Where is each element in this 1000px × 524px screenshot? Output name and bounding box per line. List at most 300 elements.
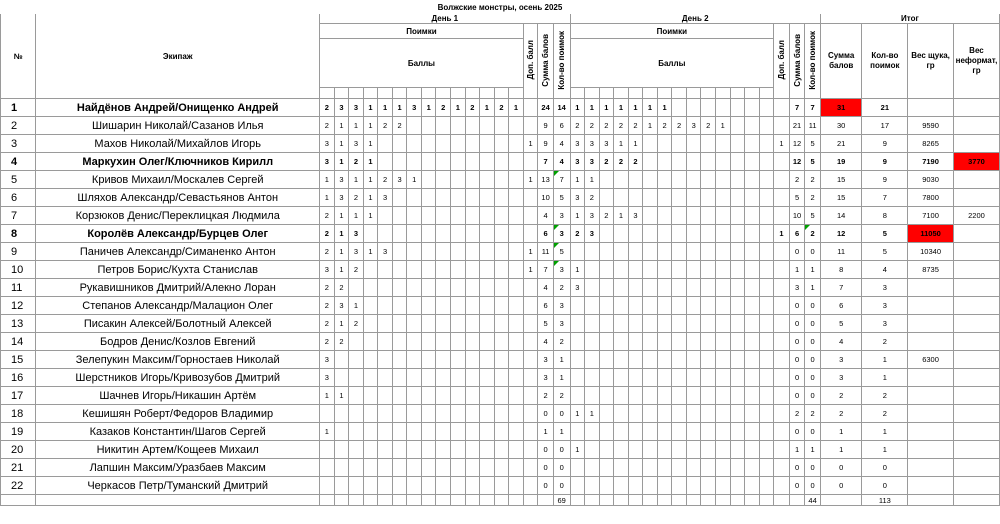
day2-point-cell: [701, 351, 716, 369]
day1-point-cell: 2: [320, 243, 335, 261]
day1-point-cell: [421, 387, 436, 405]
day2-point-cell: [643, 477, 658, 495]
day2-point-cell: 3: [686, 117, 701, 135]
day1-point-cell: [421, 405, 436, 423]
day1-point-cell: [392, 441, 407, 459]
day1-point-cell: [436, 297, 451, 315]
day2-point-cell: [585, 423, 600, 441]
day1-point-cell: 1: [334, 315, 349, 333]
day1-point-cell: 2: [465, 99, 480, 117]
day2-point-cell: [715, 135, 730, 153]
day2-point-cell: [672, 333, 687, 351]
day2-point-cell: [715, 171, 730, 189]
day1-point-cell: [334, 405, 349, 423]
day2-point-cell: [701, 135, 716, 153]
day2-point-cell: [672, 369, 687, 387]
day1-point-cell: [494, 153, 509, 171]
day2-point-cell: [599, 279, 614, 297]
day2-point-cell: [759, 405, 774, 423]
day2-point-cell: [585, 297, 600, 315]
header-blank-cell: [320, 88, 335, 99]
footer-cell: [378, 495, 393, 506]
nonformat-weight: [953, 243, 999, 261]
day2-point-cell: [701, 207, 716, 225]
day1-bonus: [523, 315, 538, 333]
day1-point-cell: [494, 351, 509, 369]
day2-point-cell: [585, 369, 600, 387]
day2-point-cell: [614, 279, 629, 297]
day1-point-cell: [363, 387, 378, 405]
footer-cell: [628, 495, 643, 506]
day2-point-cell: [701, 279, 716, 297]
day2-point-cell: [759, 351, 774, 369]
day2-point-cell: [672, 387, 687, 405]
pike-weight: 7800: [908, 189, 954, 207]
header-blank-cell: [730, 88, 745, 99]
day2-point-cell: [715, 153, 730, 171]
day2-point-cell: [686, 351, 701, 369]
header-row-1: [1, 14, 1000, 24]
nonformat-weight: [953, 117, 999, 135]
pike-weight: [908, 459, 954, 477]
day1-point-cell: [349, 279, 364, 297]
day1-point-cell: [465, 405, 480, 423]
day1-sum: 0: [538, 459, 554, 477]
day2-point-cell: [686, 279, 701, 297]
day1-point-cell: [363, 261, 378, 279]
day1-point-cell: 3: [320, 135, 335, 153]
day2-point-cell: [570, 477, 585, 495]
day2-point-cell: [614, 243, 629, 261]
day1-point-cell: [480, 315, 495, 333]
day1-count: 3: [553, 261, 570, 279]
header-total-sum: Сумма балов: [820, 24, 862, 99]
day1-point-cell: [407, 243, 422, 261]
day2-point-cell: [745, 315, 760, 333]
day2-point-cell: [745, 261, 760, 279]
table-row: [1, 477, 1000, 495]
day2-point-cell: 2: [614, 153, 629, 171]
day1-point-cell: [494, 117, 509, 135]
day1-point-cell: 1: [363, 207, 378, 225]
day2-point-cell: [585, 441, 600, 459]
day2-point-cell: [730, 297, 745, 315]
total-count: 2: [862, 333, 908, 351]
header-blank-cell: [407, 88, 422, 99]
day2-point-cell: [628, 477, 643, 495]
day2-bonus: [774, 459, 790, 477]
day2-count: 2: [805, 171, 821, 189]
day1-sum: 4: [538, 279, 554, 297]
footer-cell: [407, 495, 422, 506]
header-blank-cell: [349, 88, 364, 99]
day1-point-cell: [334, 423, 349, 441]
day1-point-cell: [509, 333, 524, 351]
day1-point-cell: [436, 225, 451, 243]
day1-point-cell: [509, 405, 524, 423]
day1-point-cell: [494, 477, 509, 495]
pike-weight: [908, 315, 954, 333]
day1-point-cell: [465, 459, 480, 477]
day2-point-cell: [715, 333, 730, 351]
day1-count: 3: [553, 297, 570, 315]
pike-weight: 8265: [908, 135, 954, 153]
day1-point-cell: [480, 459, 495, 477]
day2-point-cell: 1: [570, 261, 585, 279]
day2-point-cell: [686, 405, 701, 423]
crew-name: Паничев Александр/Симаненко Антон: [36, 243, 320, 261]
day1-point-cell: 1: [334, 261, 349, 279]
day2-point-cell: [730, 99, 745, 117]
day1-point-cell: [451, 171, 466, 189]
total-count: 8: [862, 207, 908, 225]
day1-point-cell: [436, 477, 451, 495]
day1-point-cell: [451, 387, 466, 405]
footer-cell: [599, 495, 614, 506]
crew-name: Шачнев Игорь/Никашин Артём: [36, 387, 320, 405]
day2-point-cell: [701, 99, 716, 117]
day1-point-cell: [421, 153, 436, 171]
day2-bonus: 1: [774, 225, 790, 243]
day2-point-cell: [672, 261, 687, 279]
day2-point-cell: [570, 423, 585, 441]
day1-bonus: [523, 333, 538, 351]
footer-cell: [363, 495, 378, 506]
header-pike-weight: Вес щука, гр: [908, 24, 954, 99]
day2-point-cell: [614, 315, 629, 333]
day2-point-cell: 2: [628, 153, 643, 171]
day2-bonus: [774, 171, 790, 189]
crew-name: Зелепукин Максим/Горностаев Николай: [36, 351, 320, 369]
day2-point-cell: [614, 261, 629, 279]
day2-point-cell: [759, 459, 774, 477]
header-blank-cell: [363, 88, 378, 99]
day1-point-cell: [451, 225, 466, 243]
day1-bonus: [523, 117, 538, 135]
day1-point-cell: 2: [320, 279, 335, 297]
total-sum: 15: [820, 189, 862, 207]
day2-point-cell: [715, 441, 730, 459]
day1-point-cell: 1: [363, 171, 378, 189]
table-row: [1, 171, 1000, 189]
day2-point-cell: [643, 369, 658, 387]
header-blank-cell: [643, 88, 658, 99]
day2-point-cell: [759, 99, 774, 117]
day1-bonus: [523, 477, 538, 495]
day2-point-cell: [730, 459, 745, 477]
header-blank-cell: [628, 88, 643, 99]
day1-point-cell: 1: [349, 207, 364, 225]
footer-cell: [509, 495, 524, 506]
day1-point-cell: [392, 153, 407, 171]
day1-sum: 3: [538, 351, 554, 369]
day1-point-cell: 1: [349, 297, 364, 315]
day2-bonus: [774, 477, 790, 495]
day1-point-cell: [494, 243, 509, 261]
day1-point-cell: [349, 441, 364, 459]
row-number: 18: [1, 405, 36, 423]
day1-point-cell: [392, 261, 407, 279]
header-blank-cell: [657, 88, 672, 99]
day2-bonus: [774, 441, 790, 459]
row-number: 14: [1, 333, 36, 351]
day1-bonus: 1: [523, 243, 538, 261]
day1-point-cell: [363, 459, 378, 477]
day1-point-cell: [378, 225, 393, 243]
day2-point-cell: 2: [701, 117, 716, 135]
day2-point-cell: [657, 297, 672, 315]
day2-point-cell: [701, 261, 716, 279]
day1-bonus: [523, 207, 538, 225]
day1-point-cell: [392, 207, 407, 225]
day1-point-cell: [509, 423, 524, 441]
total-count: 17: [862, 117, 908, 135]
day1-point-cell: [494, 441, 509, 459]
day2-point-cell: [657, 387, 672, 405]
day1-point-cell: [465, 261, 480, 279]
day1-point-cell: [378, 207, 393, 225]
day2-point-cell: [614, 459, 629, 477]
total-count: 3: [862, 315, 908, 333]
header-blank-cell: [378, 88, 393, 99]
day1-count: 2: [553, 387, 570, 405]
day1-point-cell: 1: [334, 135, 349, 153]
day2-point-cell: [715, 99, 730, 117]
row-number: 11: [1, 279, 36, 297]
day1-point-cell: 1: [363, 135, 378, 153]
footer-cell: [480, 495, 495, 506]
day2-point-cell: [599, 315, 614, 333]
day1-point-cell: [407, 459, 422, 477]
day2-point-cell: [759, 207, 774, 225]
day1-point-cell: [392, 315, 407, 333]
day1-point-cell: 1: [334, 153, 349, 171]
nonformat-weight: [953, 261, 999, 279]
header-day2-count: Кол-во поимок: [805, 24, 821, 99]
day1-count: 4: [553, 135, 570, 153]
day2-bonus: [774, 243, 790, 261]
day1-point-cell: [363, 279, 378, 297]
day1-point-cell: [392, 477, 407, 495]
day2-point-cell: [599, 297, 614, 315]
day2-point-cell: [657, 369, 672, 387]
day1-point-cell: [392, 225, 407, 243]
day1-point-cell: [436, 207, 451, 225]
header-day1-bonus: Доп. балл: [523, 24, 538, 99]
day1-sum: 13: [538, 171, 554, 189]
nonformat-weight: [953, 315, 999, 333]
day2-point-cell: [614, 441, 629, 459]
day2-point-cell: [730, 225, 745, 243]
header-blank-cell: [715, 88, 730, 99]
day2-point-cell: 1: [643, 117, 658, 135]
day2-point-cell: [585, 333, 600, 351]
nonformat-weight: [953, 171, 999, 189]
day1-point-cell: [480, 171, 495, 189]
day2-point-cell: [672, 243, 687, 261]
day1-point-cell: [509, 279, 524, 297]
day1-point-cell: 3: [378, 189, 393, 207]
total-sum: 2: [820, 387, 862, 405]
day1-point-cell: [363, 405, 378, 423]
day1-sum: 0: [538, 405, 554, 423]
day2-point-cell: [643, 333, 658, 351]
day1-point-cell: [363, 297, 378, 315]
day2-point-cell: [614, 387, 629, 405]
day2-point-cell: [730, 315, 745, 333]
day2-point-cell: [672, 135, 687, 153]
day2-sum: 6: [789, 225, 805, 243]
day1-count: 1: [553, 351, 570, 369]
day2-point-cell: [701, 423, 716, 441]
header-blank-cell: [701, 88, 716, 99]
header-blank-cell: [570, 88, 585, 99]
day1-sum: 6: [538, 297, 554, 315]
day1-point-cell: [494, 297, 509, 315]
row-number: 21: [1, 459, 36, 477]
day2-point-cell: [643, 189, 658, 207]
day2-bonus: [774, 261, 790, 279]
day2-bonus: 1: [774, 135, 790, 153]
day2-count: 0: [805, 315, 821, 333]
day2-point-cell: [686, 225, 701, 243]
day2-sum: 7: [789, 99, 805, 117]
total-sum: 30: [820, 117, 862, 135]
day2-point-cell: [730, 477, 745, 495]
footer-cell: [451, 495, 466, 506]
day1-point-cell: [480, 477, 495, 495]
header-blank-cell: [672, 88, 687, 99]
day1-point-cell: [480, 441, 495, 459]
day1-point-cell: 1: [363, 153, 378, 171]
day2-point-cell: [701, 369, 716, 387]
day2-point-cell: [730, 189, 745, 207]
day2-point-cell: [686, 459, 701, 477]
crew-name: Рукавишников Дмитрий/Алекно Лоран: [36, 279, 320, 297]
footer-cell: [1, 495, 36, 506]
day2-count: 0: [805, 333, 821, 351]
day2-point-cell: [599, 459, 614, 477]
day1-point-cell: 1: [320, 171, 335, 189]
day1-point-cell: [436, 243, 451, 261]
day2-point-cell: 2: [614, 117, 629, 135]
day1-point-cell: [465, 207, 480, 225]
day2-count: 1: [805, 261, 821, 279]
day2-point-cell: [686, 261, 701, 279]
row-number: 3: [1, 135, 36, 153]
day2-point-cell: [570, 333, 585, 351]
day2-point-cell: [628, 225, 643, 243]
day2-point-cell: [730, 333, 745, 351]
day2-bonus: [774, 279, 790, 297]
total-count: 0: [862, 477, 908, 495]
day1-point-cell: [480, 333, 495, 351]
day1-point-cell: [378, 279, 393, 297]
day1-point-cell: [421, 351, 436, 369]
day1-point-cell: [392, 369, 407, 387]
day2-sum: 12: [789, 153, 805, 171]
day1-point-cell: [465, 477, 480, 495]
day2-point-cell: 3: [628, 207, 643, 225]
crew-name: Петров Борис/Кухта Станислав: [36, 261, 320, 279]
day1-sum: 1: [538, 423, 554, 441]
day1-point-cell: [509, 315, 524, 333]
day1-bonus: [523, 279, 538, 297]
day1-sum: 7: [538, 261, 554, 279]
day1-point-cell: [494, 459, 509, 477]
table-row: [1, 459, 1000, 477]
header-blank-cell: [494, 88, 509, 99]
header-day2-sum: Сумма балов: [789, 24, 805, 99]
day1-point-cell: 1: [363, 243, 378, 261]
day1-count: 5: [553, 189, 570, 207]
day2-sum: 21: [789, 117, 805, 135]
total-sum: 1: [820, 441, 862, 459]
day2-bonus: [774, 351, 790, 369]
day1-point-cell: [421, 369, 436, 387]
header-blank-cell: [480, 88, 495, 99]
day2-point-cell: [701, 153, 716, 171]
day1-point-cell: 1: [363, 99, 378, 117]
day2-point-cell: [614, 225, 629, 243]
table-row: [1, 189, 1000, 207]
day1-point-cell: [451, 441, 466, 459]
day1-sum: 9: [538, 135, 554, 153]
pike-weight: [908, 477, 954, 495]
row-number: 20: [1, 441, 36, 459]
total-count: 21: [862, 99, 908, 117]
day2-point-cell: [643, 243, 658, 261]
day1-point-cell: [407, 369, 422, 387]
day1-point-cell: [465, 423, 480, 441]
day1-point-cell: [421, 117, 436, 135]
table-row: [1, 387, 1000, 405]
day1-point-cell: 2: [392, 117, 407, 135]
day2-point-cell: [570, 387, 585, 405]
day2-point-cell: [745, 477, 760, 495]
table-row: [1, 405, 1000, 423]
day2-point-cell: [614, 369, 629, 387]
day2-point-cell: 1: [628, 135, 643, 153]
day2-point-cell: [701, 297, 716, 315]
day2-point-cell: [614, 171, 629, 189]
day1-point-cell: [407, 477, 422, 495]
day1-point-cell: [363, 351, 378, 369]
day1-point-cell: [421, 261, 436, 279]
day2-point-cell: [686, 189, 701, 207]
day2-point-cell: [657, 207, 672, 225]
pike-weight: 11050: [908, 225, 954, 243]
day1-point-cell: [480, 207, 495, 225]
day1-point-cell: [378, 315, 393, 333]
day1-point-cell: [349, 405, 364, 423]
header-blank-cell: [392, 88, 407, 99]
day2-point-cell: [599, 351, 614, 369]
pike-weight: [908, 297, 954, 315]
day1-bonus: [523, 297, 538, 315]
day2-point-cell: [585, 477, 600, 495]
day1-point-cell: [451, 207, 466, 225]
day1-point-cell: 1: [334, 387, 349, 405]
day1-point-cell: [363, 423, 378, 441]
day2-point-cell: [759, 441, 774, 459]
day2-point-cell: [643, 315, 658, 333]
day2-point-cell: [643, 279, 658, 297]
day1-point-cell: [494, 171, 509, 189]
day2-point-cell: [570, 297, 585, 315]
row-number: 9: [1, 243, 36, 261]
total-count: 1: [862, 441, 908, 459]
